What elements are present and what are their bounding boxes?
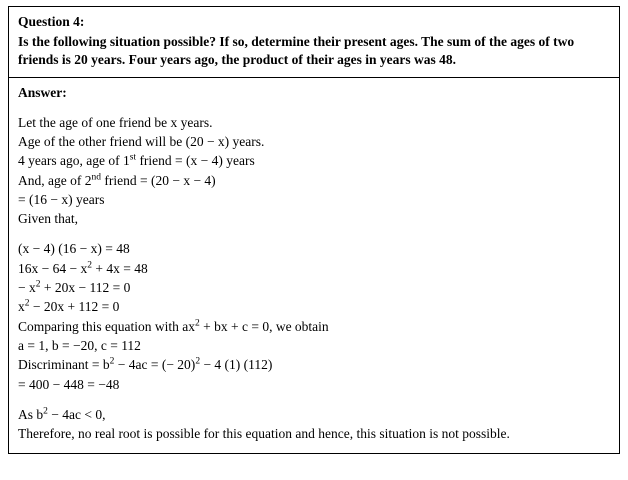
superscript: 2 xyxy=(194,318,200,329)
superscript: 2 xyxy=(87,260,92,271)
question-answer-box xyxy=(8,6,620,454)
answer-line: Let the age of one friend be x years. xyxy=(18,114,213,130)
answer-line: Given that, xyxy=(18,211,78,227)
answer-line: = (16 − x) years xyxy=(18,191,105,207)
paragraph-gap xyxy=(18,228,610,239)
question-text: Is the following situation possible? If so, determine their present ages. The sum of the ages of two friends is 20 years. Four years ago, the product of their ages in years was 48. xyxy=(18,33,575,67)
answer-line: = 400 − 448 = −48 xyxy=(18,376,120,392)
superscript: 2 xyxy=(109,356,115,367)
superscript: 2 xyxy=(195,356,201,367)
answer-line: And, age of 2nd friend = (20 − x − 4) xyxy=(18,172,216,188)
answer-line: As $b^2 - 4ac < 0$, xyxy=(18,406,106,422)
answer-line: Discriminant = $b^2 - 4ac$ = (− 20)$^2$ − 4 (1) (112) xyxy=(18,356,273,373)
superscript: nd xyxy=(91,172,101,183)
superscript: st xyxy=(129,152,137,163)
answer-line: $16x - 64 - x^2 + 4x = 48$ xyxy=(18,260,148,276)
answer-line: (x − 4) (16 − x) = 48 xyxy=(18,241,130,257)
superscript: 2 xyxy=(43,406,48,417)
answer-line: a = 1, b = −20, c = 112 xyxy=(18,337,141,353)
answer-body xyxy=(18,113,610,444)
question-section xyxy=(9,7,619,78)
answer-label: Answer: xyxy=(18,84,67,100)
answer-section xyxy=(9,78,619,454)
answer-line: $x^2 - 20x + 112 = 0$ xyxy=(18,298,120,315)
paragraph-gap xyxy=(18,394,610,405)
question-label: Question 4: xyxy=(18,14,85,29)
answer-line: Age of the other friend will be (20 − x) years. xyxy=(18,133,265,149)
superscript: 2 xyxy=(24,298,30,309)
answer-line: Comparing this equation with $ax^2$ + bx + c = 0, we obtain xyxy=(18,318,329,334)
superscript: 2 xyxy=(35,279,41,290)
answer-line: 4 years ago, age of 1st friend = (x − 4) years xyxy=(18,152,255,169)
answer-line: Therefore, no real root is possible for this equation and hence, this situation is not possible. xyxy=(18,426,510,442)
answer-line: − $x^2 + 20x - 112 = 0$ xyxy=(18,279,131,296)
